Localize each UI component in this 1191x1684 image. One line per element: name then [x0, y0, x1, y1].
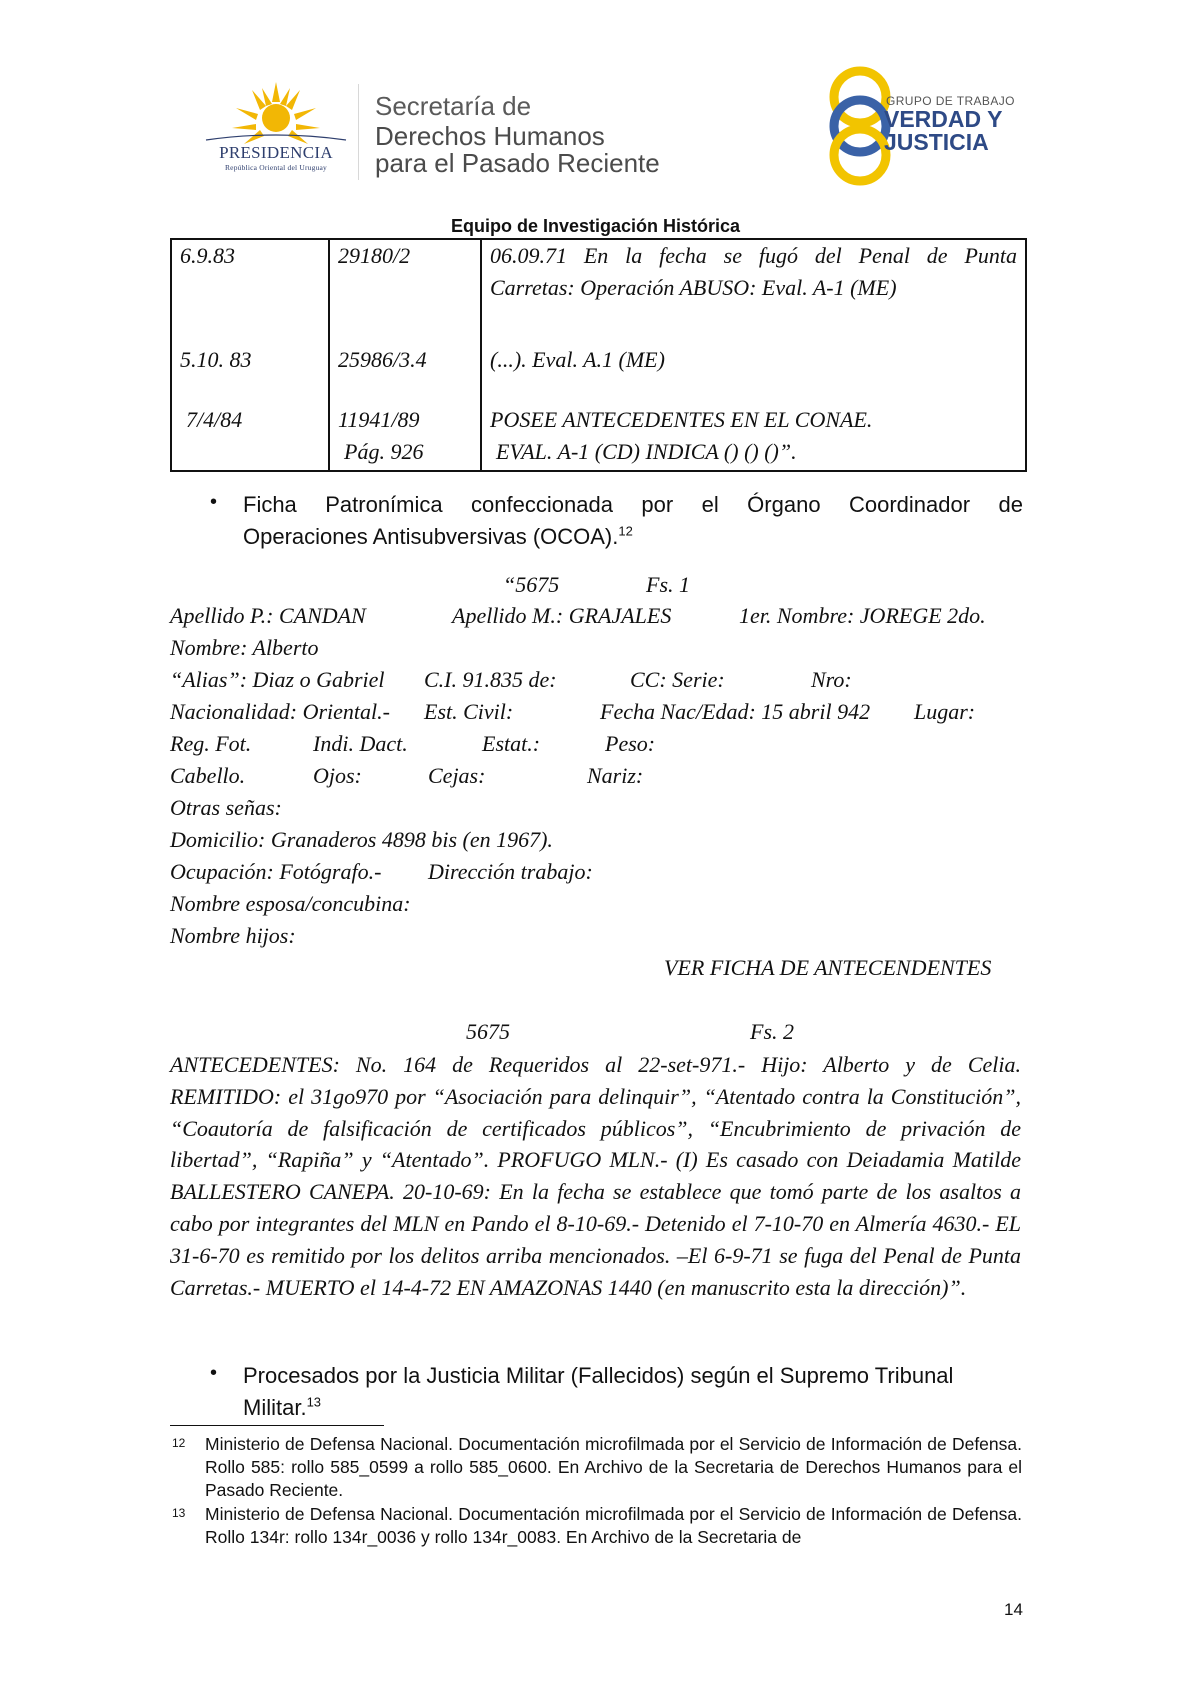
bullet1-line2-text: Operaciones Antisubversivas (OCOA).	[243, 524, 619, 549]
secretaria-line1: Secretaría de	[375, 91, 532, 121]
ficha1-alias: “Alias”: Diaz o Gabriel	[170, 667, 385, 692]
table-cell-ref: 29180/2	[338, 243, 411, 268]
ficha1-lugar: Lugar:	[914, 699, 976, 724]
bullet2-line1: Procesados por la Justicia Militar (Fallecidos) según el Supremo Tribunal	[243, 1363, 954, 1388]
table-cell-ref: 25986/3.4	[338, 347, 427, 372]
table-cell-ref: 11941/89	[338, 407, 420, 432]
ficha1-ci: C.I. 91.835 de:	[424, 667, 557, 692]
grupo-verdad: VERDAD Y	[884, 106, 1003, 132]
table-cell-desc: EVAL. A-1 (CD) INDICA () () ()”.	[496, 439, 797, 464]
ficha1-nariz: Nariz:	[587, 763, 644, 788]
bullet-icon: •	[210, 491, 218, 513]
footnote-text: Ministerio de Defensa Nacional. Documentación microfilmada por el Servicio de Información de Defensa. Rollo 585: rollo 585_0599 a rollo 585_0600. En Archivo de la Secretaria de Derechos Humanos para el Pasado Reciente.	[205, 1434, 1022, 1500]
ficha1-ojos: Ojos:	[313, 763, 362, 788]
ficha1-nacionalidad: Nacionalidad: Oriental.-	[170, 699, 390, 724]
presidencia-sublabel: República Oriental del Uruguay	[224, 163, 327, 172]
ficha1-nombre1: 1er. Nombre: JOREGE 2do.	[739, 603, 986, 628]
ficha2-num: 5675	[466, 1019, 510, 1044]
ficha1-ver: VER FICHA DE ANTECENDENTES	[664, 955, 992, 980]
ficha1-fs: Fs. 1	[646, 572, 690, 597]
table-cell-desc: (...). Eval. A.1 (ME)	[490, 347, 665, 372]
ficha1-domicilio: Domicilio: Granaderos 4898 bis (en 1967).	[170, 827, 553, 852]
table-cell-desc: POSEE ANTECEDENTES EN EL CONAE.	[490, 407, 873, 432]
presidencia-label: PRESIDENCIA	[219, 143, 333, 162]
ficha1-num: “5675	[503, 572, 560, 597]
footnote-text: Ministerio de Defensa Nacional. Documentación microfilmada por el Servicio de Información de Defensa. Rollo 134r: rollo 134r_0036 y rollo 134r_0083. En Archivo de la Secretaria de	[205, 1504, 1022, 1547]
table-cell-desc: Carretas: Operación ABUSO: Eval. A-1 (ME)	[490, 275, 897, 300]
table-cell-desc: 06.09.71 En la fecha se fugó del Penal de Punta	[490, 243, 1017, 268]
footnote-rule	[170, 1425, 384, 1426]
ficha1-nro: Nro:	[811, 667, 852, 692]
ficha1-direccion: Dirección trabajo:	[428, 859, 593, 884]
table-cell-ref: Pág. 926	[344, 439, 424, 464]
ficha1-estcivil: Est. Civil:	[424, 699, 514, 724]
ficha1-otras: Otras señas:	[170, 795, 282, 820]
ficha1-cabello: Cabello.	[170, 763, 246, 788]
bullet1-line2	[243, 521, 633, 553]
footnote-ref: 13	[306, 1394, 322, 1410]
ficha1-indidact: Indi. Dact.	[313, 731, 408, 756]
table-row	[171, 344, 1026, 404]
ficha1-peso: Peso:	[605, 731, 656, 756]
ficha1-apellido-m: Apellido M.: GRAJALES	[452, 603, 672, 628]
table-cell-fecha: 5.10. 83	[180, 347, 252, 372]
bullet2-line2	[243, 1392, 321, 1424]
bullet1-line1: Ficha Patronímica confeccionada por el Órgano Coordinador de	[243, 492, 1023, 517]
secretaria-line3: para el Pasado Reciente	[375, 148, 660, 178]
table-row	[171, 239, 1026, 344]
footnote-number: 13	[172, 1506, 186, 1520]
equipo-title: Equipo de Investigación Histórica	[450, 216, 741, 236]
ficha1-apellido-p: Apellido P.: CANDAN	[170, 603, 366, 628]
secretaria-line2: Derechos Humanos	[375, 121, 605, 151]
ficha2-fs: Fs. 2	[750, 1019, 794, 1044]
ficha1-hijos: Nombre hijos:	[170, 923, 296, 948]
grupo-justicia: JUSTICIA	[884, 129, 989, 155]
ficha1-cejas: Cejas:	[428, 763, 486, 788]
ficha1-regfot: Reg. Fot.	[170, 731, 252, 756]
table-row	[171, 404, 1026, 471]
ficha1-fechanac: Fecha Nac/Edad: 15 abril 942	[600, 699, 871, 724]
ficha2-antecedentes: ANTECEDENTES: No. 164 de Requeridos al 22-set-971.- Hijo: Alberto y de Celia. REMITIDO: el 31go970 por “Asociación para delinquir”, “Atentado contra la Constitución”, “Coautoría de falsificación de certificados públicos”, “Encubrimiento de privación de libertad”, “Rapiña” y “Atentado”. PROFUGO MLN.- (I) Es casado con Deiadamia Matilde BALLESTERO CANEPA. 20-10-69: En la fecha se establece que tomó parte de los asaltos a cabo por integrantes del MLN en Pando el 8-10-69.- Detenido el 7-10-70 en Almería 4630.- EL 31-6-70 es remitido por los delitos arriba mencionados. –El 6-9-71 se fuga del Penal de Punta Carretas.- MUERTO el 14-4-72 EN AMAZONAS 1440 (en manuscrito esta la dirección)”.	[170, 1052, 1021, 1300]
bullet-icon: •	[210, 1362, 218, 1384]
ficha1-estat: Estat.:	[482, 731, 541, 756]
footnote-ref: 12	[618, 523, 633, 539]
ficha1-nombre2: Nombre: Alberto	[170, 635, 319, 660]
footnote-number: 12	[172, 1436, 186, 1450]
grupo-label: GRUPO DE TRABAJO	[886, 94, 1015, 108]
ficha1-esposa: Nombre esposa/concubina:	[170, 891, 411, 916]
ficha1-ocupacion: Ocupación: Fotógrafo.-	[170, 859, 382, 884]
bullet2-line2-text: Militar.	[243, 1395, 307, 1420]
page-number: 14	[1004, 1600, 1023, 1619]
table-cell-fecha: 7/4/84	[186, 407, 243, 432]
header-divider	[358, 84, 359, 180]
ficha1-cc: CC: Serie:	[630, 667, 725, 692]
records-table	[170, 238, 1027, 472]
table-cell-fecha: 6.9.83	[180, 243, 235, 268]
